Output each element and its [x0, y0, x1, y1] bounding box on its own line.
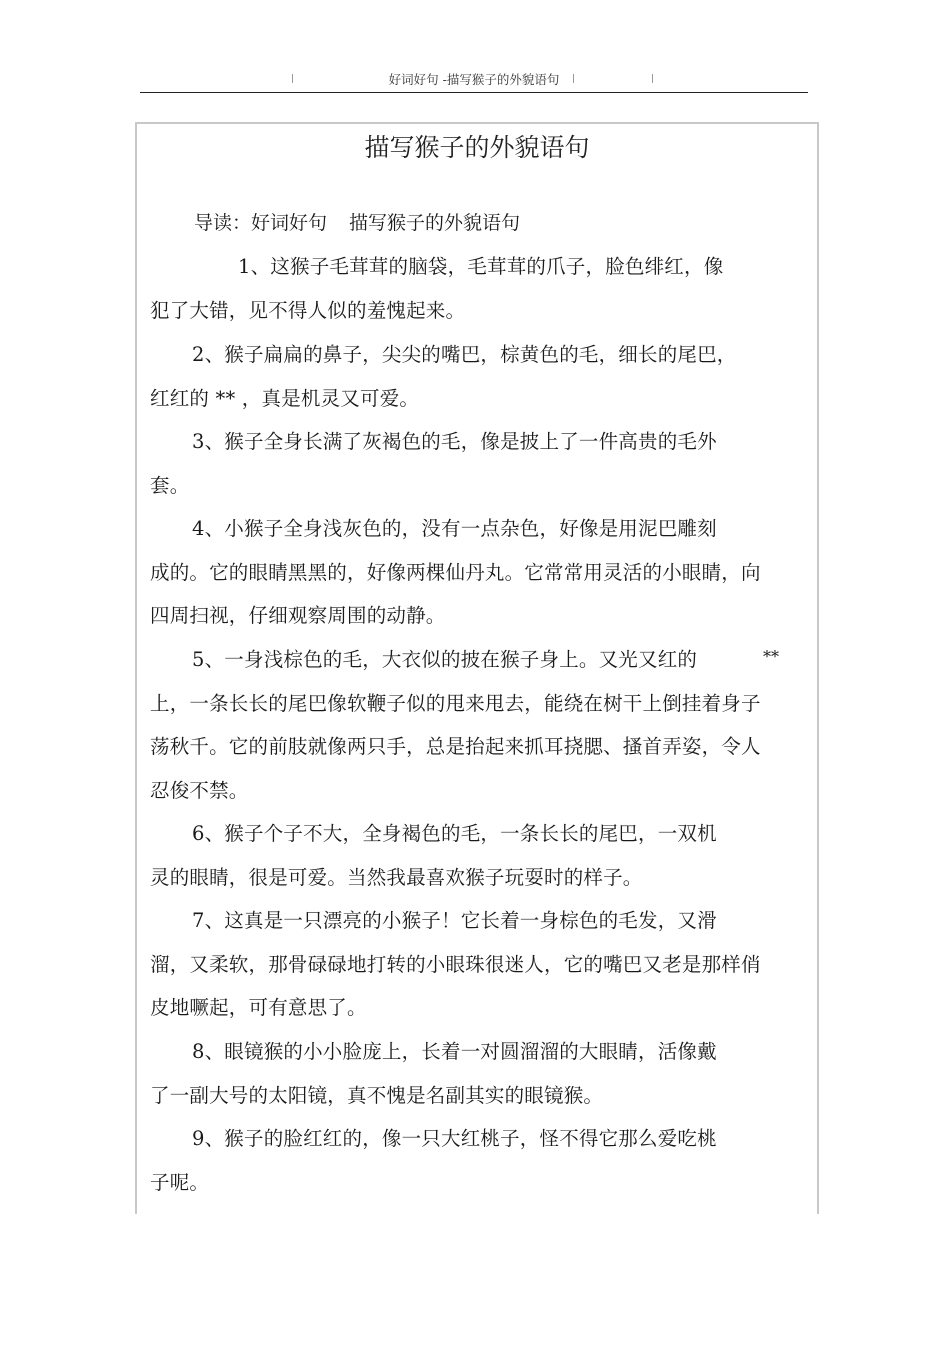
paragraph-body: 子呢。 — [150, 1170, 210, 1194]
paragraph-lead: 5、一身浅棕色的毛，大衣似的披在猴子身上。又光又红的 — [192, 648, 698, 671]
paragraph-lead: 1、这猴子毛茸茸的脑袋，毛茸茸的爪子，脸色绯红，像 — [238, 255, 724, 278]
paragraph-2 — [150, 333, 770, 420]
paragraph-lead: 4、小猴子全身浅灰色的，没有一点杂色，好像是用泥巴雕刻 — [192, 517, 717, 540]
paragraph-body: 溜，又柔软，那骨碌碌地打转的小眼珠很迷人，它的嘴巴又老是那样俏皮地噘起，可有意思了。 — [150, 952, 761, 1019]
lead-topic: 描写猴子的外貌语句 — [349, 212, 521, 234]
paragraph-lead: 3、猴子全身长满了灰褐色的毛，像是披上了一件高贵的毛外 — [192, 430, 717, 453]
paragraph-5-trail: ** — [763, 647, 779, 666]
paragraph-body: 套。 — [150, 473, 190, 497]
paragraph-body: 犯了大错，见不得人似的羞愧起来。 — [150, 298, 466, 322]
header-text: 好词好句 -描写猴子的外貌语句 — [388, 72, 560, 87]
paragraph-3 — [150, 420, 770, 507]
paragraph-lead: 6、猴子个子不大，全身褐色的毛，一条长长的尾巴，一双机 — [192, 822, 717, 845]
paragraph-6 — [150, 812, 770, 899]
paragraph-body: 红红的 ** ，真是机灵又可爱。 — [150, 386, 420, 410]
header-tick — [652, 74, 653, 83]
page-header — [140, 68, 808, 93]
paragraph-5 — [150, 638, 770, 812]
paragraph-1 — [150, 245, 770, 332]
paragraph-body: 上，一条长长的尾巴像软鞭子似的甩来甩去，能绕在树干上倒挂着身子荡秋千。它的前肢就像两只手，总是抬起来抓耳挠腮、搔首弄姿，令人忍俊不禁。 — [150, 691, 761, 802]
paragraph-lead: 7、这真是一只漂亮的小猴子！它长着一身棕色的毛发，又滑 — [192, 909, 717, 932]
header-tick — [573, 74, 574, 83]
lead-prefix: 导读：好词好句 — [194, 212, 328, 234]
paragraph-lead: 8、眼镜猴的小小脸庞上，长着一对圆溜溜的大眼睛，活像戴 — [192, 1040, 717, 1063]
lead-line — [194, 208, 542, 235]
paragraph-body: 了一副大号的太阳镜，真不愧是名副其实的眼镜猴。 — [150, 1083, 604, 1107]
paragraph-lead: 9、猴子的脸红红的，像一只大红桃子，怪不得它那么爱吃桃 — [192, 1127, 717, 1150]
paragraph-8 — [150, 1030, 770, 1117]
paragraph-body: 灵的眼睛，很是可爱。当然我最喜欢猴子玩耍时的样子。 — [150, 865, 643, 889]
paragraph-7 — [150, 899, 770, 1030]
paragraph-lead: 2、猴子扁扁的鼻子，尖尖的嘴巴，棕黄色的毛，细长的尾巴， — [192, 343, 737, 366]
paragraph-body: 成的。它的眼睛黑黑的，好像两棵仙丹丸。它常常用灵活的小眼睛，向四周扫视，仔细观察周围的动静。 — [150, 560, 761, 627]
paragraph-4 — [150, 507, 770, 638]
paragraph-9 — [150, 1117, 770, 1204]
document-title: 描写猴子的外貌语句 — [364, 133, 590, 162]
